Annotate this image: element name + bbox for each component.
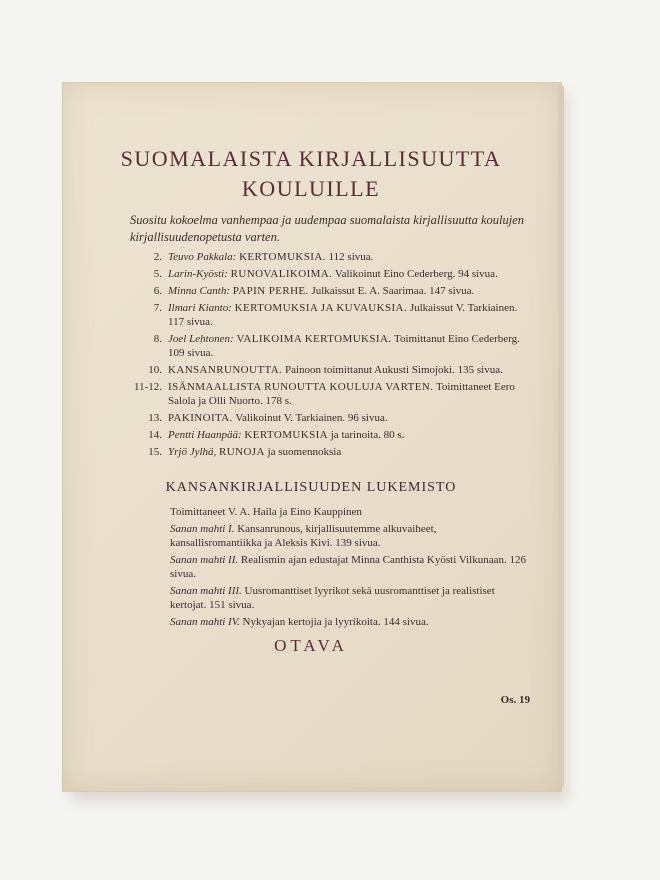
cover-title-line2: KOULUILLE	[241, 176, 381, 201]
list-item: 7. Ilmari Kianto: KERTOMUKSIA JA KUVAUKSIA. Julkaissut V. Tarkiainen. 117 sivua.	[153, 302, 518, 328]
series-title: KANSANKIRJALLISUUDEN LUKEMISTO	[165, 480, 457, 495]
list-item: 8. Joel Lehtonen: VALIKOIMA KERTOMUKSIA. Toimittanut Eino Cederberg. 109 sivua.	[153, 333, 520, 359]
list-item: 11-12. ISÄNMAALLISTA RUNOUTTA KOULUJA VARTEN. Toimittaneet Eero Salola ja Olli Nuorto. 178 s.	[133, 381, 515, 407]
list-item: 6. Minna Canth: PAPIN PERHE. Julkaissut E. A. Saarimaa. 147 sivua.	[153, 285, 475, 297]
list-item: Sanan mahti I. Kansanrunous, kirjallisuutemme alkuvaiheet, kansallisromantiikka ja Aleksis Kivi. 139 sivua.	[170, 523, 437, 549]
series-volumes	[170, 522, 530, 632]
cover-title-line1: SUOMALAISTA KIRJALLISUUTTA	[120, 146, 502, 171]
list-item: Sanan mahti IV. Nykyajan kertojia ja lyyrikoita. 144 sivua.	[170, 616, 429, 628]
list-item: Sanan mahti II. Realismin ajan edustajat Minna Canthista Kyösti Vilkunaan. 126 sivua.	[170, 554, 526, 580]
list-item: 15. Yrjö Jylhä, RUNOJA ja suomennoksia	[148, 446, 342, 458]
list-item: 2. Teuvo Pakkala: KERTOMUKSIA. 112 sivua.	[153, 251, 374, 263]
list-item: 5. Larin-Kyösti: RUNOVALIKOIMA. Valikoinut Eino Cederberg. 94 sivua.	[153, 268, 498, 280]
publisher-name: OTAVA	[274, 636, 348, 655]
list-item: 13. PAKINOITA. Valikoinut V. Tarkiainen. 96 sivua.	[148, 412, 388, 424]
series-editors: Toimittaneet V. A. Haila ja Eino Kauppinen	[170, 506, 362, 518]
list-item: 10. KANSANRUNOUTTA. Painoon toimittanut Aukusti Simojoki. 135 sivua.	[148, 364, 503, 376]
list-item: 14. Pentti Haanpää: KERTOMUKSIA ja tarinoita. 80 s.	[148, 429, 405, 441]
cover-intro: Suositu kokoelma vanhempaa ja uudempaa suomalaista kirjallisuutta koulujen kirjallisuudenopetusta varten.	[130, 213, 525, 244]
catalog-code: Os. 19	[500, 694, 530, 706]
list-item: Sanan mahti III. Uusromanttiset lyyrikot sekä uusromanttiset ja realistiset kertojat. 151 sivua.	[170, 585, 495, 611]
book-list	[130, 250, 530, 462]
